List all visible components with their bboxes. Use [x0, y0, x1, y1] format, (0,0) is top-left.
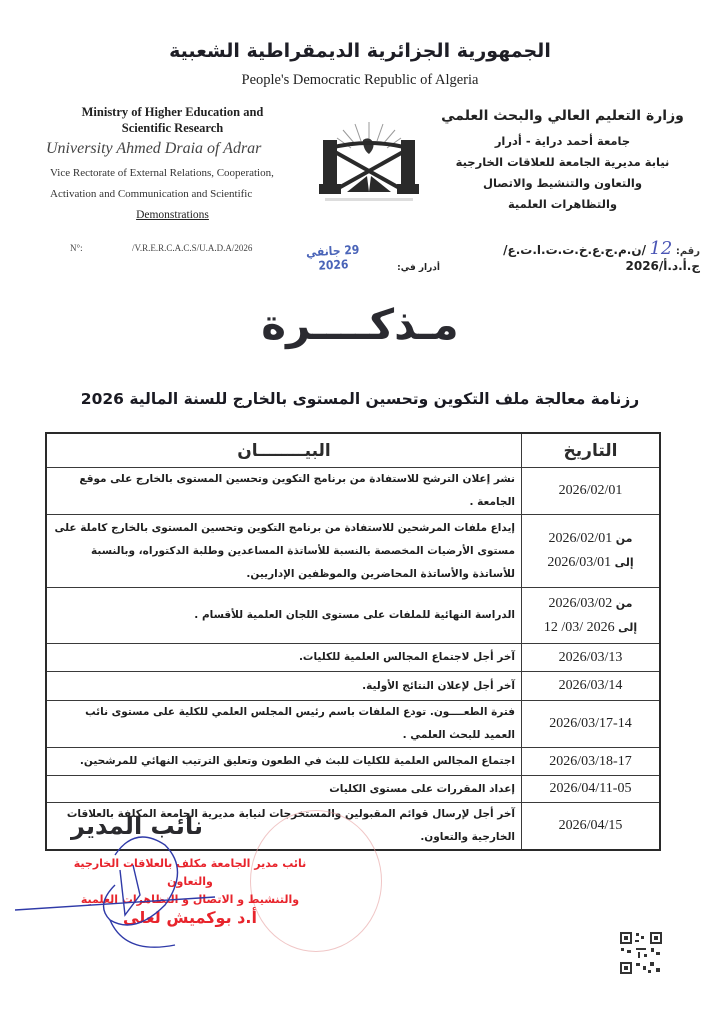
date-cell: 2026/03/14: [522, 672, 661, 701]
qr-code-icon: [618, 930, 664, 976]
department-line-2: Activation and Communication and Scientific: [50, 188, 253, 200]
date-to: [528, 551, 653, 575]
description-cell: إعداد المقررات على مستوى الكليات: [46, 776, 522, 803]
department-line-ar-3: والتظاهرات العلمية: [507, 197, 618, 211]
university-logo-icon: [315, 118, 423, 208]
english-letterhead: [40, 104, 305, 221]
republic-title-arabic: الجمهورية الجزائرية الديمقراطية الشعبية: [169, 40, 551, 62]
from-label: من: [615, 596, 633, 610]
from-label: من: [615, 532, 633, 545]
handwritten-reference-number: 12: [649, 238, 673, 259]
table-row: [46, 588, 660, 644]
to-label: إلى: [618, 620, 638, 634]
column-header-description: البيــــــــان: [46, 433, 522, 468]
date-from: [528, 527, 653, 551]
arabic-letterhead: [425, 108, 700, 215]
table-row: [46, 701, 660, 748]
from-date: 2026/02/01: [548, 531, 613, 546]
date-to: [528, 616, 653, 640]
table-row: [46, 776, 660, 803]
table-row: [46, 644, 660, 672]
description-cell: آخر أجل لإرسال قوائم المقبولين والمستخرجات لنيابة مديرية الجامعة المكلفة بالعلاقات الخارجية والتعاون.: [46, 803, 522, 851]
memo-title: مـذكــــرة: [261, 300, 459, 349]
to-date: 2026 /03/ 12: [543, 619, 615, 635]
date-range-cell: [522, 588, 661, 644]
from-date: 2026/03/02: [548, 595, 613, 611]
stamp-signatory-name: أ.د بوكميش لعلى: [123, 908, 257, 927]
column-header-date: التاريخ: [522, 433, 661, 468]
date-stamp: 29 جانفي 2026: [305, 242, 360, 273]
date-range-cell: [522, 515, 661, 588]
reference-code-ar: /ن.م.ج.ع.خ.ت.ت.ا.ت.ع/ج.أ.د.أ/2026: [503, 243, 700, 273]
date-cell: 2026/04/11-05: [522, 776, 661, 803]
reference-label-en: N°:: [70, 243, 83, 253]
table-row: [46, 672, 660, 701]
table-row: [46, 468, 660, 515]
university-name-en: University Ahmed Draia of Adrar: [46, 140, 262, 157]
description-cell: الدراسة النهائية للملفات على مستوى اللجان العلمية للأقسام .: [46, 588, 522, 644]
schedule-table: [45, 432, 661, 851]
description-cell: فترة الطعــــون. تودع الملفات باسم رئيس المجلس العلمي للكلية على مستوى نائب العميد للبحث العلمي .: [46, 701, 522, 748]
place-date-label: أدرار في:: [397, 263, 440, 273]
reference-number-en: [70, 243, 310, 253]
stamp-line-2: والتنشيط و الاتصال و التظاهرات العلمية: [80, 893, 300, 906]
to-label: إلى: [614, 556, 634, 569]
department-line-1: Vice Rectorate of External Relations, Cooperation,: [50, 167, 274, 179]
date-cell: 2026/03/18-17: [522, 748, 661, 776]
description-cell: اجتماع المجالس العلمية للكليات للبث في الطعون وتعليق الترتيب النهائي للمرشحين.: [46, 748, 522, 776]
table-row: [46, 748, 660, 776]
department-line-3: Demonstrations: [136, 209, 209, 221]
ministry-line-2: Scientific Research: [121, 121, 224, 135]
description-cell: آخر أجل لإعلان النتائج الأولية.: [46, 672, 522, 701]
signatory-title: نائب المدير: [71, 812, 203, 840]
description-cell: نشر إعلان الترشح للاستفادة من برنامج التكوين وتحسين المستوى بالخارج على موقع الجامعة .: [46, 468, 522, 515]
table-row: [46, 515, 660, 588]
reference-number-ar: [440, 238, 700, 273]
university-name-ar: جامعة أحمد دراية - أدرار: [494, 134, 631, 148]
ministry-name-en: [40, 104, 305, 136]
ministry-line-1: Ministry of Higher Education and: [81, 105, 264, 119]
table-header-row: [46, 433, 660, 468]
republic-title-english: People's Democratic Republic of Algeria: [241, 72, 479, 88]
date-cell: 2026/04/15: [522, 803, 661, 851]
date-cell: 2026/03/17-14: [522, 701, 661, 748]
reference-code-en: /V.R.E.R.C.A.C.S/U.A.D.A/2026: [132, 243, 253, 253]
date-cell: 2026/03/13: [522, 644, 661, 672]
department-line-ar-1: نيابة مديرية الجامعة للعلاقات الخارجية: [455, 155, 670, 169]
memo-subtitle: رزنامة معالجة ملف التكوين وتحسين المستوى بالخارج للسنة المالية 2026: [80, 390, 640, 408]
date-cell: 2026/02/01: [522, 468, 661, 515]
reference-label-ar: رقم:: [675, 246, 700, 257]
ministry-name-ar: وزارة التعليم العالي والبحث العلمي: [441, 108, 684, 124]
date-from: [528, 592, 653, 616]
handwritten-signature-icon: [15, 825, 255, 960]
to-date: 2026/03/01: [547, 555, 612, 570]
description-cell: إيداع ملفات المرشحين للاستفادة من برنامج التكوين وتحسين المستوى بالخارج كاملة على مستوى الأرضيات المخصصة بالنسبة للأساتذة المساعدين وطلبة الدكتوراه، وبالنسبة للأساتذة والأساتذة المحاضرين والموظفين الإداريين.: [46, 515, 522, 588]
description-cell: آخر أجل لاجتماع المجالس العلمية للكليات.: [46, 644, 522, 672]
stamp-line-1: نائب مدير الجامعة مكلف بالعلاقات الخارجية والتعاون: [73, 857, 307, 888]
department-line-ar-2: والتعاون والتنشيط والاتصال: [483, 176, 642, 190]
